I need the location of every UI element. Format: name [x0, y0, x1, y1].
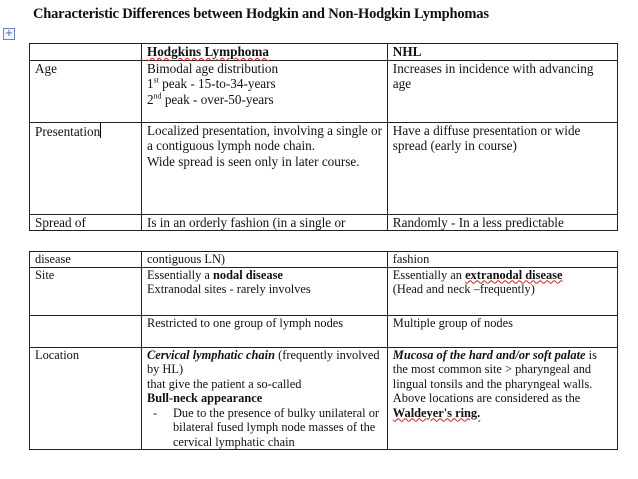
- row-label-location[interactable]: Location: [30, 347, 142, 450]
- site-nhl-bold: extranodal disease: [465, 267, 563, 282]
- age-first-rest: peak - 15-to-34-years: [158, 76, 276, 91]
- table-row-presentation: [30, 122, 618, 214]
- location-hl-rest: (frequently involved by HL): [146, 347, 380, 376]
- cell-presentation-nhl[interactable]: Have a diffuse presentation or wide spread (early in course): [387, 122, 617, 214]
- location-hl-bold-italic: Cervical lymphatic chain: [146, 347, 275, 362]
- cell-site-hl[interactable]: [141, 267, 387, 315]
- location-hl-bullet-text: Due to the presence of bulky unilateral or bilateral fused lymph node masses of the cervical lymphatic chain: [172, 405, 380, 449]
- table-row-spread: [30, 214, 618, 231]
- age-first-sup: st: [153, 75, 159, 85]
- cell-spread-hl[interactable]: Is in an orderly fashion (in a single or: [141, 214, 387, 231]
- cell-disease-nhl[interactable]: fashion: [387, 252, 617, 268]
- cell-age-hl[interactable]: [141, 60, 387, 122]
- header-hodgkins[interactable]: [141, 44, 387, 61]
- location-nhl-text: is the most common site > pharyngeal and lingual tonsils and the pharyngeal walls. Above locations are considered as the: [392, 347, 597, 405]
- site-nhl-line1: [393, 268, 613, 283]
- table-header-row: [30, 44, 618, 61]
- cell-age-nhl[interactable]: Increases in incidence with advancing age: [387, 60, 617, 122]
- cell-groups-nhl[interactable]: Multiple group of nodes: [387, 315, 617, 347]
- site-hl-text: Essentially a: [146, 267, 214, 282]
- header-hodgkins-label: Hodgkins Lymphoma: [146, 44, 269, 59]
- row-label-spread[interactable]: Spread of: [30, 214, 142, 231]
- table-row-age: [30, 60, 618, 122]
- cell-spread-nhl[interactable]: Randomly - In a less predictable: [387, 214, 617, 231]
- location-hl-bullet: [147, 406, 383, 450]
- text-cursor: [100, 123, 101, 138]
- location-nhl-para: [393, 348, 613, 421]
- comparison-table-bottom: [29, 251, 618, 450]
- table-row-disease: [30, 252, 618, 268]
- row-label-presentation[interactable]: [30, 122, 142, 214]
- presentation-label: Presentation: [35, 123, 101, 139]
- location-hl-bull-neck: Bull-neck appearance: [146, 391, 263, 405]
- cell-disease-hl[interactable]: contiguous LN): [141, 252, 387, 268]
- table-row-location: [30, 347, 618, 450]
- comparison-table-top: [29, 43, 618, 231]
- site-nhl-text: Essentially an: [392, 267, 466, 282]
- table-row-groups: [30, 315, 618, 347]
- location-hl-para1: [147, 348, 383, 377]
- age-second-sup: nd: [153, 91, 162, 101]
- row-label-age[interactable]: Age: [30, 60, 142, 122]
- location-nhl-waldeyer: Waldeyer's ring.: [392, 405, 481, 420]
- site-hl-line2: Extranodal sites - rarely involves: [146, 282, 311, 296]
- table-move-handle-icon[interactable]: +: [4, 28, 14, 39]
- age-second-num: 2: [146, 91, 154, 107]
- presentation-hl-2: Wide spread is seen only in later course.: [146, 153, 360, 169]
- site-hl-bold: nodal disease: [213, 267, 283, 282]
- age-hl-line1: Bimodal age distribution: [146, 60, 279, 76]
- row-label-groups[interactable]: [30, 315, 142, 347]
- header-cell-empty[interactable]: [30, 44, 142, 61]
- cell-location-hl[interactable]: [141, 347, 387, 450]
- age-hl-line2: [147, 76, 383, 92]
- table-row-site: [30, 267, 618, 315]
- location-hl-para2: that give the patient a so-called: [146, 376, 302, 391]
- presentation-hl-1: Localized presentation, involving a single or a contiguous lymph node chain.: [146, 122, 383, 153]
- age-first-num: 1: [146, 76, 154, 91]
- age-hl-line3: [147, 92, 383, 108]
- site-hl-line1: [147, 268, 383, 283]
- bullet-dash-icon: -: [152, 405, 158, 420]
- cell-groups-hl[interactable]: Restricted to one group of lymph nodes: [141, 315, 387, 347]
- cell-site-nhl[interactable]: [387, 267, 617, 315]
- row-label-site[interactable]: Site: [30, 267, 142, 315]
- row-label-disease[interactable]: disease: [30, 252, 142, 268]
- location-nhl-bold-italic: Mucosa of the hard and/or soft palate: [392, 347, 586, 362]
- cell-location-nhl[interactable]: [387, 347, 617, 450]
- document-title: Characteristic Differences between Hodgkin and Non-Hodgkin Lymphomas: [33, 6, 489, 22]
- header-nhl[interactable]: NHL: [387, 44, 617, 61]
- cell-presentation-hl[interactable]: [141, 122, 387, 214]
- age-second-rest: peak - over-50-years: [161, 91, 274, 107]
- site-nhl-line2: (Head and neck –frequently): [392, 282, 535, 296]
